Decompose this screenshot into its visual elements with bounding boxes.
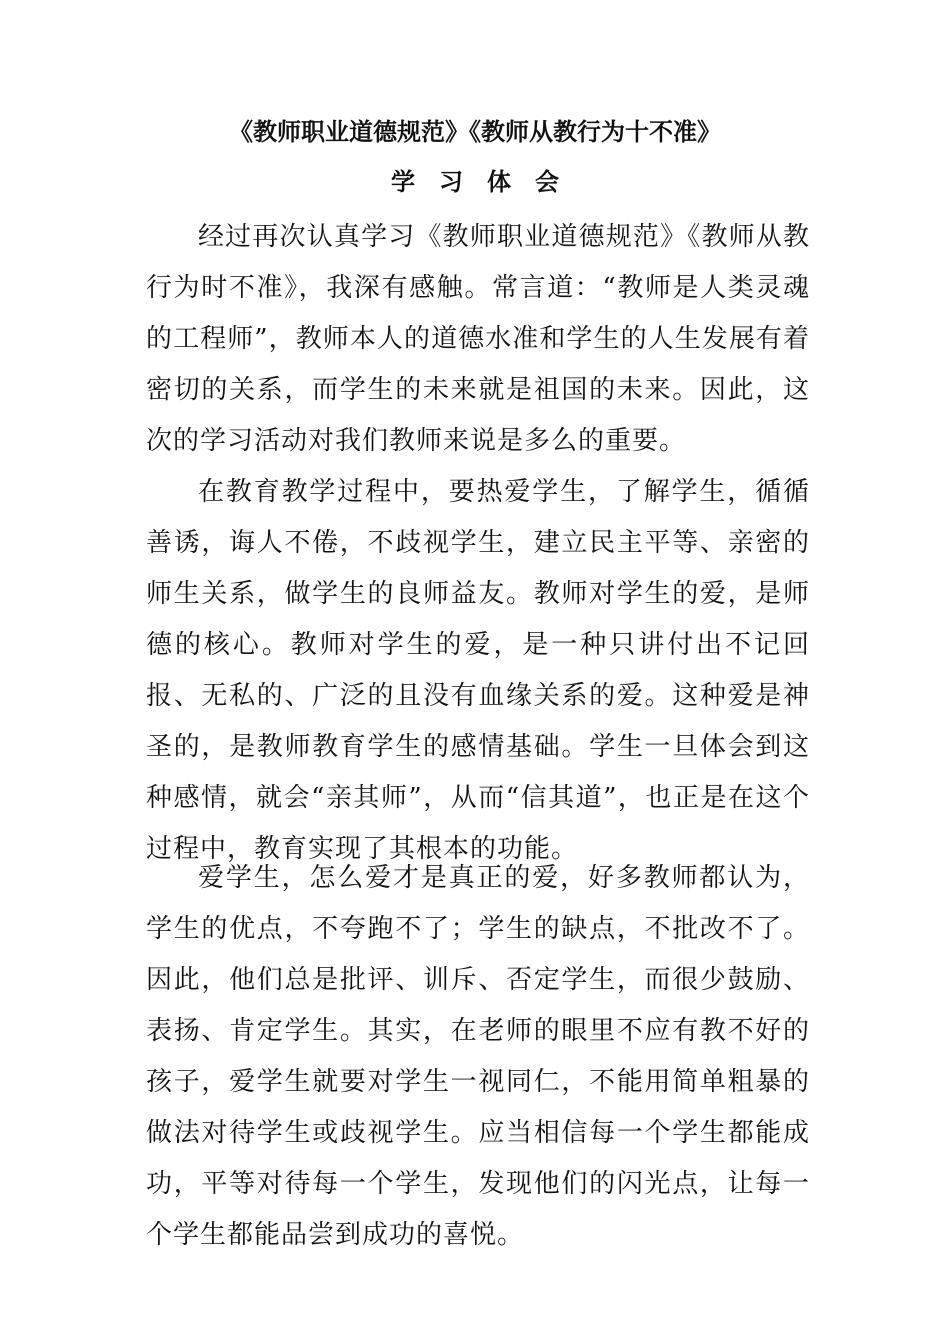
paragraph-3: 爱学生，怎么爱才是真正的爱，好多教师都认为，学生的优点，不夸跑不了；学生的缺点，不批改不了。因此，他们总是批评、训斥、否定学生，而很少鼓励、表扬、肯定学生。其实，在老师的眼里不应有教不好的孩子，爱学生就要对学生一视同仁，不能用简单粗暴的做法对待学生或歧视学生。应当相信每一个学生都能成功，平等对待每一个学生，发现他们的闪光点，让每一个学生都能品尝到成功的喜悦。 [146, 863, 810, 1250]
document-title: 《教师职业道德规范》《教师从教行为十不准》 [229, 118, 721, 146]
document-subtitle: 学习体会 [391, 168, 583, 196]
paragraph-1: 经过再次认真学习《教师职业道德规范》《教师从教行为时不准》，我深有感触。常言道：“教师是人类灵魂的工程师”，教师本人的道德水准和学生的人生发展有着密切的关系，而学生的未来就是祖国的未来。因此，这次的学习活动对我们教师来说是多么的重要。 [146, 222, 810, 456]
paragraph-2: 在教育教学过程中，要热爱学生，了解学生，循循善诱，诲人不倦，不歧视学生，建立民主平等、亲密的师生关系，做学生的良师益友。教师对学生的爱，是师德的核心。教师对学生的爱，是一种只讲付出不记回报、无私的、广泛的且没有血缘关系的爱。这种爱是神圣的，是教师教育学生的感情基础。学生一旦体会到这种感情，就会“亲其师”，从而“信其道”，也正是在这个过程中，教育实现了其根本的功能。 [146, 477, 810, 864]
